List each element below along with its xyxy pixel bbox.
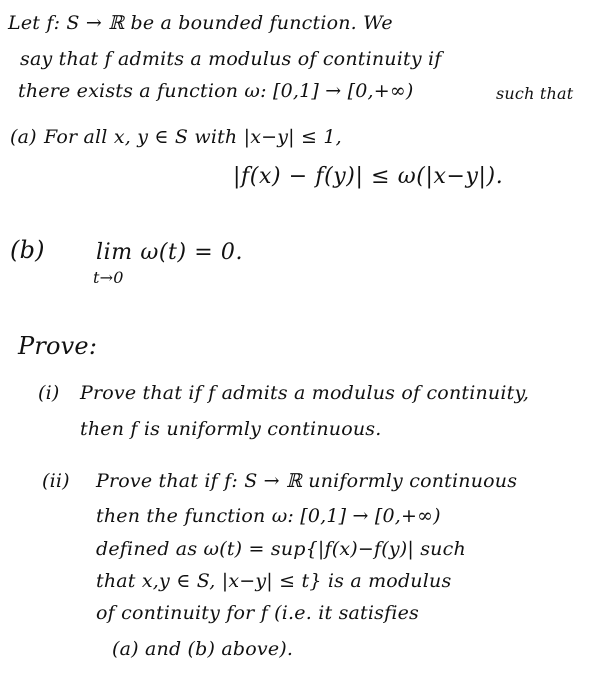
condition-a-text: For all x, y ∈ S with |x−y| ≤ 1, <box>44 126 342 148</box>
definition-line-2: say that f admits a modulus of continuity if <box>20 48 442 70</box>
prove-heading: Prove: <box>18 332 98 360</box>
part-ii-line-1: Prove that if f: S → ℝ uniformly continuous <box>96 470 518 492</box>
part-ii-line-3: defined as ω(t) = sup{|f(x)−f(y)| such <box>96 538 466 560</box>
condition-b-subscript: t→0 <box>93 268 124 287</box>
part-ii-line-2: then the function ω: [0,1] → [0,+∞) <box>96 505 441 527</box>
part-ii-line-5: of continuity for f (i.e. it satisfies <box>96 602 420 624</box>
condition-a-label: (a) <box>10 126 37 148</box>
definition-line-3: there exists a function ω: [0,1] → [0,+∞) <box>18 80 414 102</box>
condition-a-formula: |f(x) − f(y)| ≤ ω(|x−y|). <box>233 164 504 189</box>
part-i-line-1: Prove that if f admits a modulus of continuity, <box>80 382 530 404</box>
part-ii-label: (ii) <box>42 470 70 492</box>
condition-b-label: (b) <box>10 236 45 264</box>
definition-line-3-end: such that <box>496 84 574 103</box>
condition-b-formula: lim ω(t) = 0. <box>96 240 244 265</box>
part-i-label: (i) <box>38 382 60 404</box>
part-i-line-2: then f is uniformly continuous. <box>80 418 382 440</box>
definition-line-1: Let f: S → ℝ be a bounded function. We <box>8 12 393 34</box>
part-ii-line-4: that x,y ∈ S, |x−y| ≤ t} is a modulus <box>96 570 452 592</box>
part-ii-line-6: (a) and (b) above). <box>112 638 294 660</box>
